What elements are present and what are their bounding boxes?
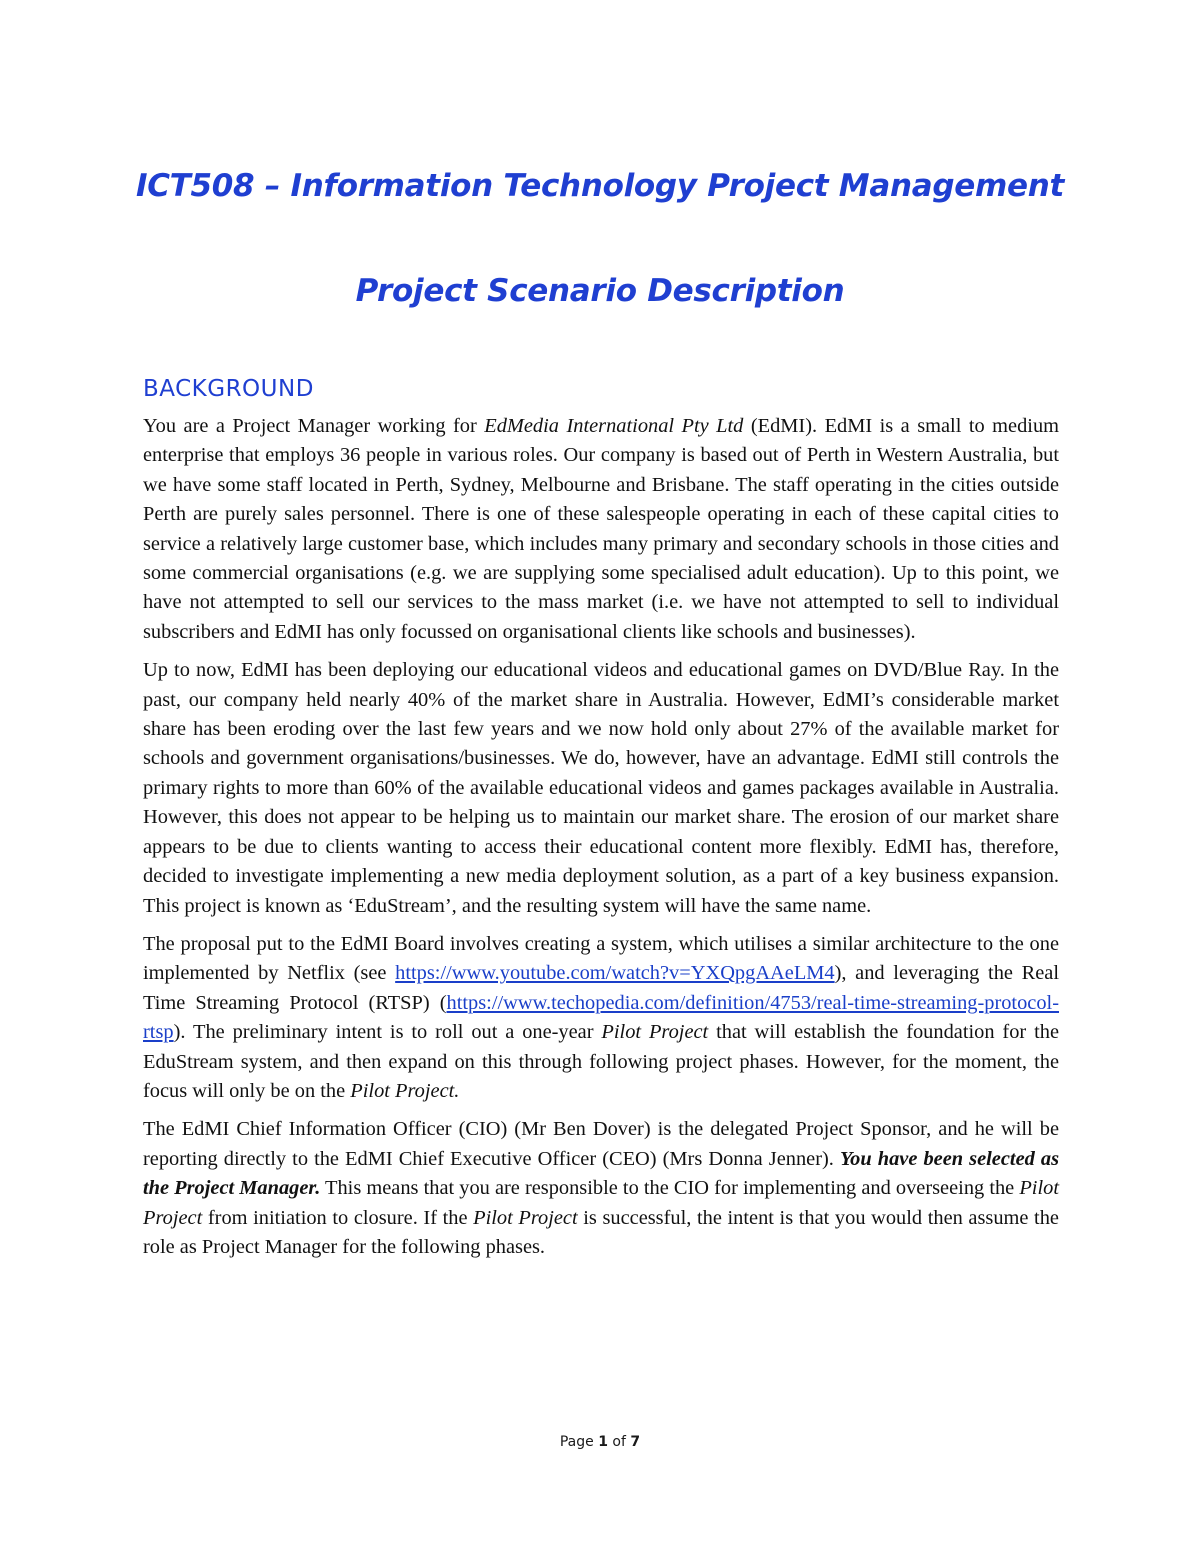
paragraph-3	[143, 930, 1059, 1106]
document-subtitle: Project Scenario Description	[355, 273, 845, 309]
text: The proposal put to the EdMI Board involves creating a system, which utilises a similar architecture to the one implemented by Netflix (see	[143, 932, 1059, 985]
pilot-project-emphasis: Pilot Project.	[350, 1079, 460, 1102]
text: that will establish the foundation for the EduStream system, and then expand on this through following project phases. However, for the moment, the focus will only be on the	[143, 1021, 1059, 1102]
text: is successful, the intent is that you would then assume the role as Project Manager for the following phases.	[143, 1206, 1059, 1258]
page-number: 1	[598, 1434, 608, 1450]
project-manager-callout-text: You have been selected as the Project Manager.	[143, 1147, 1060, 1200]
document-body	[143, 412, 1059, 1271]
section-heading-background: BACKGROUND	[143, 376, 314, 402]
of-label: of	[612, 1434, 626, 1450]
rtsp-definition-link[interactable]: https://www.techopedia.com/definition/4753/real-time-streaming-protocol-rtsp	[143, 991, 1059, 1044]
document-title: ICT508 – Information Technology Project Management	[135, 168, 1064, 204]
page-footer	[0, 1434, 1200, 1450]
company-name: EdMedia International Pty Ltd	[484, 415, 744, 437]
text: The EdMI Chief Information Officer (CIO) (Mr Ben Dover) is the delegated Project Sponsor, and he will be reporting directly to the EdMI Chief Executive Officer (CEO) (Mrs Donna Jenner).	[143, 1118, 1059, 1170]
netflix-architecture-link[interactable]: https://www.youtube.com/watch?v=YXQpgAAeLM4	[395, 962, 835, 985]
text: from initiation to closure. If the	[202, 1206, 474, 1229]
page-label: Page	[559, 1434, 594, 1450]
paragraph-4	[143, 1115, 1059, 1262]
text: You are a Project Manager working for	[143, 415, 485, 437]
total-pages: 7	[630, 1434, 641, 1450]
text: (EdMI). EdMI is a small to medium enterprise that employs 36 people in various roles. Our company is based out of Perth in Western Australia, but we have some staff located in Perth, Sydney, Melbourne and Brisbane. The staff operating in the cities outside Perth are purely sales personnel. There is one of these salespeople operating in each of these capital cities to service a relatively large customer base, which includes many primary and secondary schools in those cities and some commercial organisations (e.g. we are supplying some specialised adult education). Up to this point, we have not attempted to sell our services to the mass market (i.e. we have not attempted to sell to individual subscribers and EdMI has only focussed on organisational clients like schools and businesses).	[143, 415, 1060, 643]
text: ). The preliminary intent is to roll out a one-year	[173, 1021, 602, 1044]
text: This means that you are responsible to the CIO for implementing and overseeing the	[320, 1177, 1020, 1200]
paragraph-1	[143, 412, 1059, 647]
paragraph-2	[143, 656, 1059, 921]
pilot-project-emphasis: Pilot Project	[601, 1021, 709, 1044]
pilot-project-emphasis: Pilot Project	[143, 1177, 1059, 1229]
pilot-project-emphasis: Pilot Project	[473, 1206, 578, 1229]
text: Up to now, EdMI has been deploying our educational videos and educational games on DVD/Blue Ray. In the past, our company held nearly 40% of the market share in Australia. However, EdMI’s considerable market share has been eroding over the last few years and we now hold only about 27% of the available market for schools and government organisations/businesses. We do, however, have an advantage. EdMI still controls the primary rights to more than 60% of the available educational videos and games packages available in Australia. However, this does not appear to be helping us to maintain our market share. The erosion of our market share appears to be due to clients wanting to access their educational content more flexibly. EdMI has, therefore, decided to investigate implementing a new media deployment solution, as a part of a key business expansion. This project is known as ‘EduStream’, and the resulting system will have the same name.	[143, 659, 1059, 917]
text: ), and leveraging the Real Time Streaming Protocol (RTSP) (	[143, 962, 1059, 1014]
